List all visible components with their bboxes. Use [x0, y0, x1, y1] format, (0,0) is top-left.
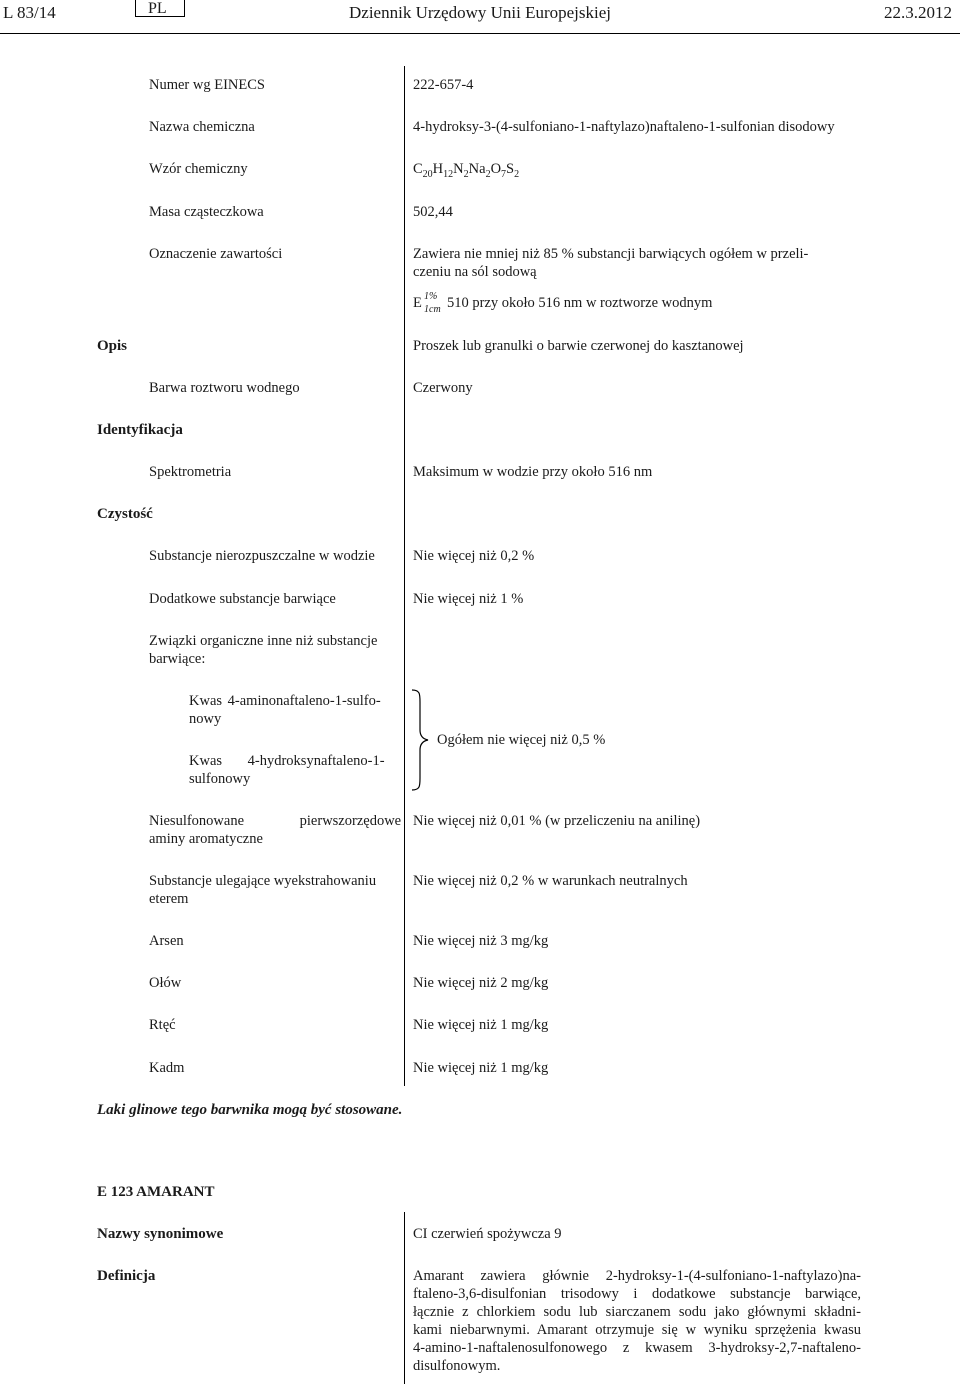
chemical-formula: $C_{20}H_{12}N_2Na_2O_7S_2$: [413, 161, 520, 180]
assay-label: Oznaczenie zawartości: [149, 246, 283, 262]
aluminium-lakes-note: Laki glinowe tego barwnika mogą być stosowane.: [97, 1102, 403, 1118]
mercury-label: Rtęć: [149, 1017, 176, 1033]
language-code: PL: [148, 0, 167, 17]
synonyms-label: Nazwy synonimowe: [97, 1226, 224, 1242]
ether-extractable-value: Nie więcej niż 0,2 % w warunkach neutralnych: [413, 873, 688, 889]
einecs-value: 222-657-4: [413, 77, 474, 93]
journal-title: Dziennik Urzędowy Unii Europejskiej: [349, 3, 612, 22]
column-divider-upper: [404, 66, 405, 1086]
description-label: Opis: [97, 338, 128, 354]
cadmium-label: Kadm: [149, 1060, 185, 1076]
curly-brace-icon: [410, 688, 430, 792]
amines-label-line-1: Niesulfonowane pierwszorzędowe: [149, 813, 402, 829]
insoluble-value: Nie więcej niż 0,2 %: [413, 548, 535, 564]
definition-text: [413, 1267, 861, 1375]
extinction-symbol: E: [413, 295, 422, 311]
subsidiary-colours-value: Nie więcej niż 1 %: [413, 591, 524, 607]
spectrometry-label: Spektrometria: [149, 464, 232, 480]
acid-1-line-1-text: Kwas 4-aminonaftaleno-1-sulfo-: [189, 693, 381, 709]
organic-compounds-label-line-2: barwiące:: [149, 651, 206, 667]
acid-1-line-1: [189, 692, 396, 710]
subsidiary-colours-label: Dodatkowe substancje barwiące: [149, 591, 336, 607]
column-divider-lower: [404, 1212, 405, 1384]
acid-2-line-1: Kwas 4-hydroksynaftaleno-1-: [189, 753, 385, 769]
einecs-label: Numer wg EINECS: [149, 77, 265, 93]
page-reference: L 83/14: [3, 3, 56, 22]
definition-line-2: ftaleno-3,6-disulfonian trisodowy i dodatkowe substancje barwiące,: [413, 1286, 861, 1302]
cadmium-value: Nie więcej niż 1 mg/kg: [413, 1060, 549, 1076]
extinction-subscript: 1cm: [424, 304, 441, 315]
definition-line-6: disulfonowym.: [413, 1358, 501, 1374]
definition-line-5: 4-amino-1-naftalenosulfonowego z kwasem 3-hydroksy-2,7-naftaleno-: [413, 1340, 861, 1356]
definition-line-4: kami niebarwnymi. Amarant otrzymuje się w wyniku sprzężenia kwasu: [413, 1322, 861, 1338]
purity-heading: Czystość: [97, 506, 153, 522]
publication-date: 22.3.2012: [884, 3, 952, 22]
lead-value: Nie więcej niż 2 mg/kg: [413, 975, 549, 991]
arsenic-label: Arsen: [149, 933, 184, 949]
amines-value: Nie więcej niż 0,01 % (w przeliczeniu na anilinę): [413, 813, 701, 829]
definition-label: Definicja: [97, 1268, 156, 1284]
lead-label: Ołów: [149, 975, 182, 991]
chemical-name-label: Nazwa chemiczna: [149, 119, 255, 135]
definition-line-3: łącznie z chlorkiem sodu lub siarczanem sodu jako głównymi składni-: [413, 1304, 861, 1320]
extinction-superscript: 1%: [424, 291, 438, 302]
organic-compounds-label-line-1: Związki organiczne inne niż substancje: [149, 633, 378, 649]
acid-1-line-2: nowy: [189, 711, 222, 727]
section-title: E 123 AMARANT: [97, 1184, 215, 1200]
spectrometry-value: Maksimum w wodzie przy około 516 nm: [413, 464, 653, 480]
assay-value-line-1: Zawiera nie mniej niż 85 % substancji barwiących ogółem w przeli-: [413, 246, 809, 262]
chemical-name-value: 4-hydroksy-3-(4-sulfoniano-1-naftylazo)naftaleno-1-sulfonian disodowy: [413, 119, 835, 135]
molecular-mass-value: 502,44: [413, 204, 453, 220]
solution-color-label: Barwa roztworu wodnego: [149, 380, 300, 396]
synonyms-value: CI czerwień spożywcza 9: [413, 1226, 562, 1242]
amines-label-line-2: aminy aromatyczne: [149, 831, 263, 847]
extinction-text: 510 przy około 516 nm w roztworze wodnym: [447, 295, 713, 311]
formula-label: Wzór chemiczny: [149, 161, 248, 177]
acid-2-line-2: sulfonowy: [189, 771, 251, 787]
solution-color-value: Czerwony: [413, 380, 473, 396]
ether-extractable-label-line-2: eterem: [149, 891, 189, 907]
arsenic-value: Nie więcej niż 3 mg/kg: [413, 933, 549, 949]
header-rule: [0, 33, 960, 34]
molecular-mass-label: Masa cząsteczkowa: [149, 204, 264, 220]
description-value: Proszek lub granulki o barwie czerwonej do kasztanowej: [413, 338, 744, 354]
mercury-value: Nie więcej niż 1 mg/kg: [413, 1017, 549, 1033]
insoluble-label: Substancje nierozpuszczalne w wodzie: [149, 548, 375, 564]
acids-total-value: Ogółem nie więcej niż 0,5 %: [437, 732, 606, 748]
assay-value-line-2: czeniu na sól sodową: [413, 264, 537, 280]
definition-line-1: Amarant zawiera głównie 2-hydroksy-1-(4-sulfoniano-1-naftylazo)na-: [413, 1268, 861, 1284]
identification-heading: Identyfikacja: [97, 422, 183, 438]
ether-extractable-label-line-1: Substancje ulegające wyekstrahowaniu: [149, 873, 377, 889]
